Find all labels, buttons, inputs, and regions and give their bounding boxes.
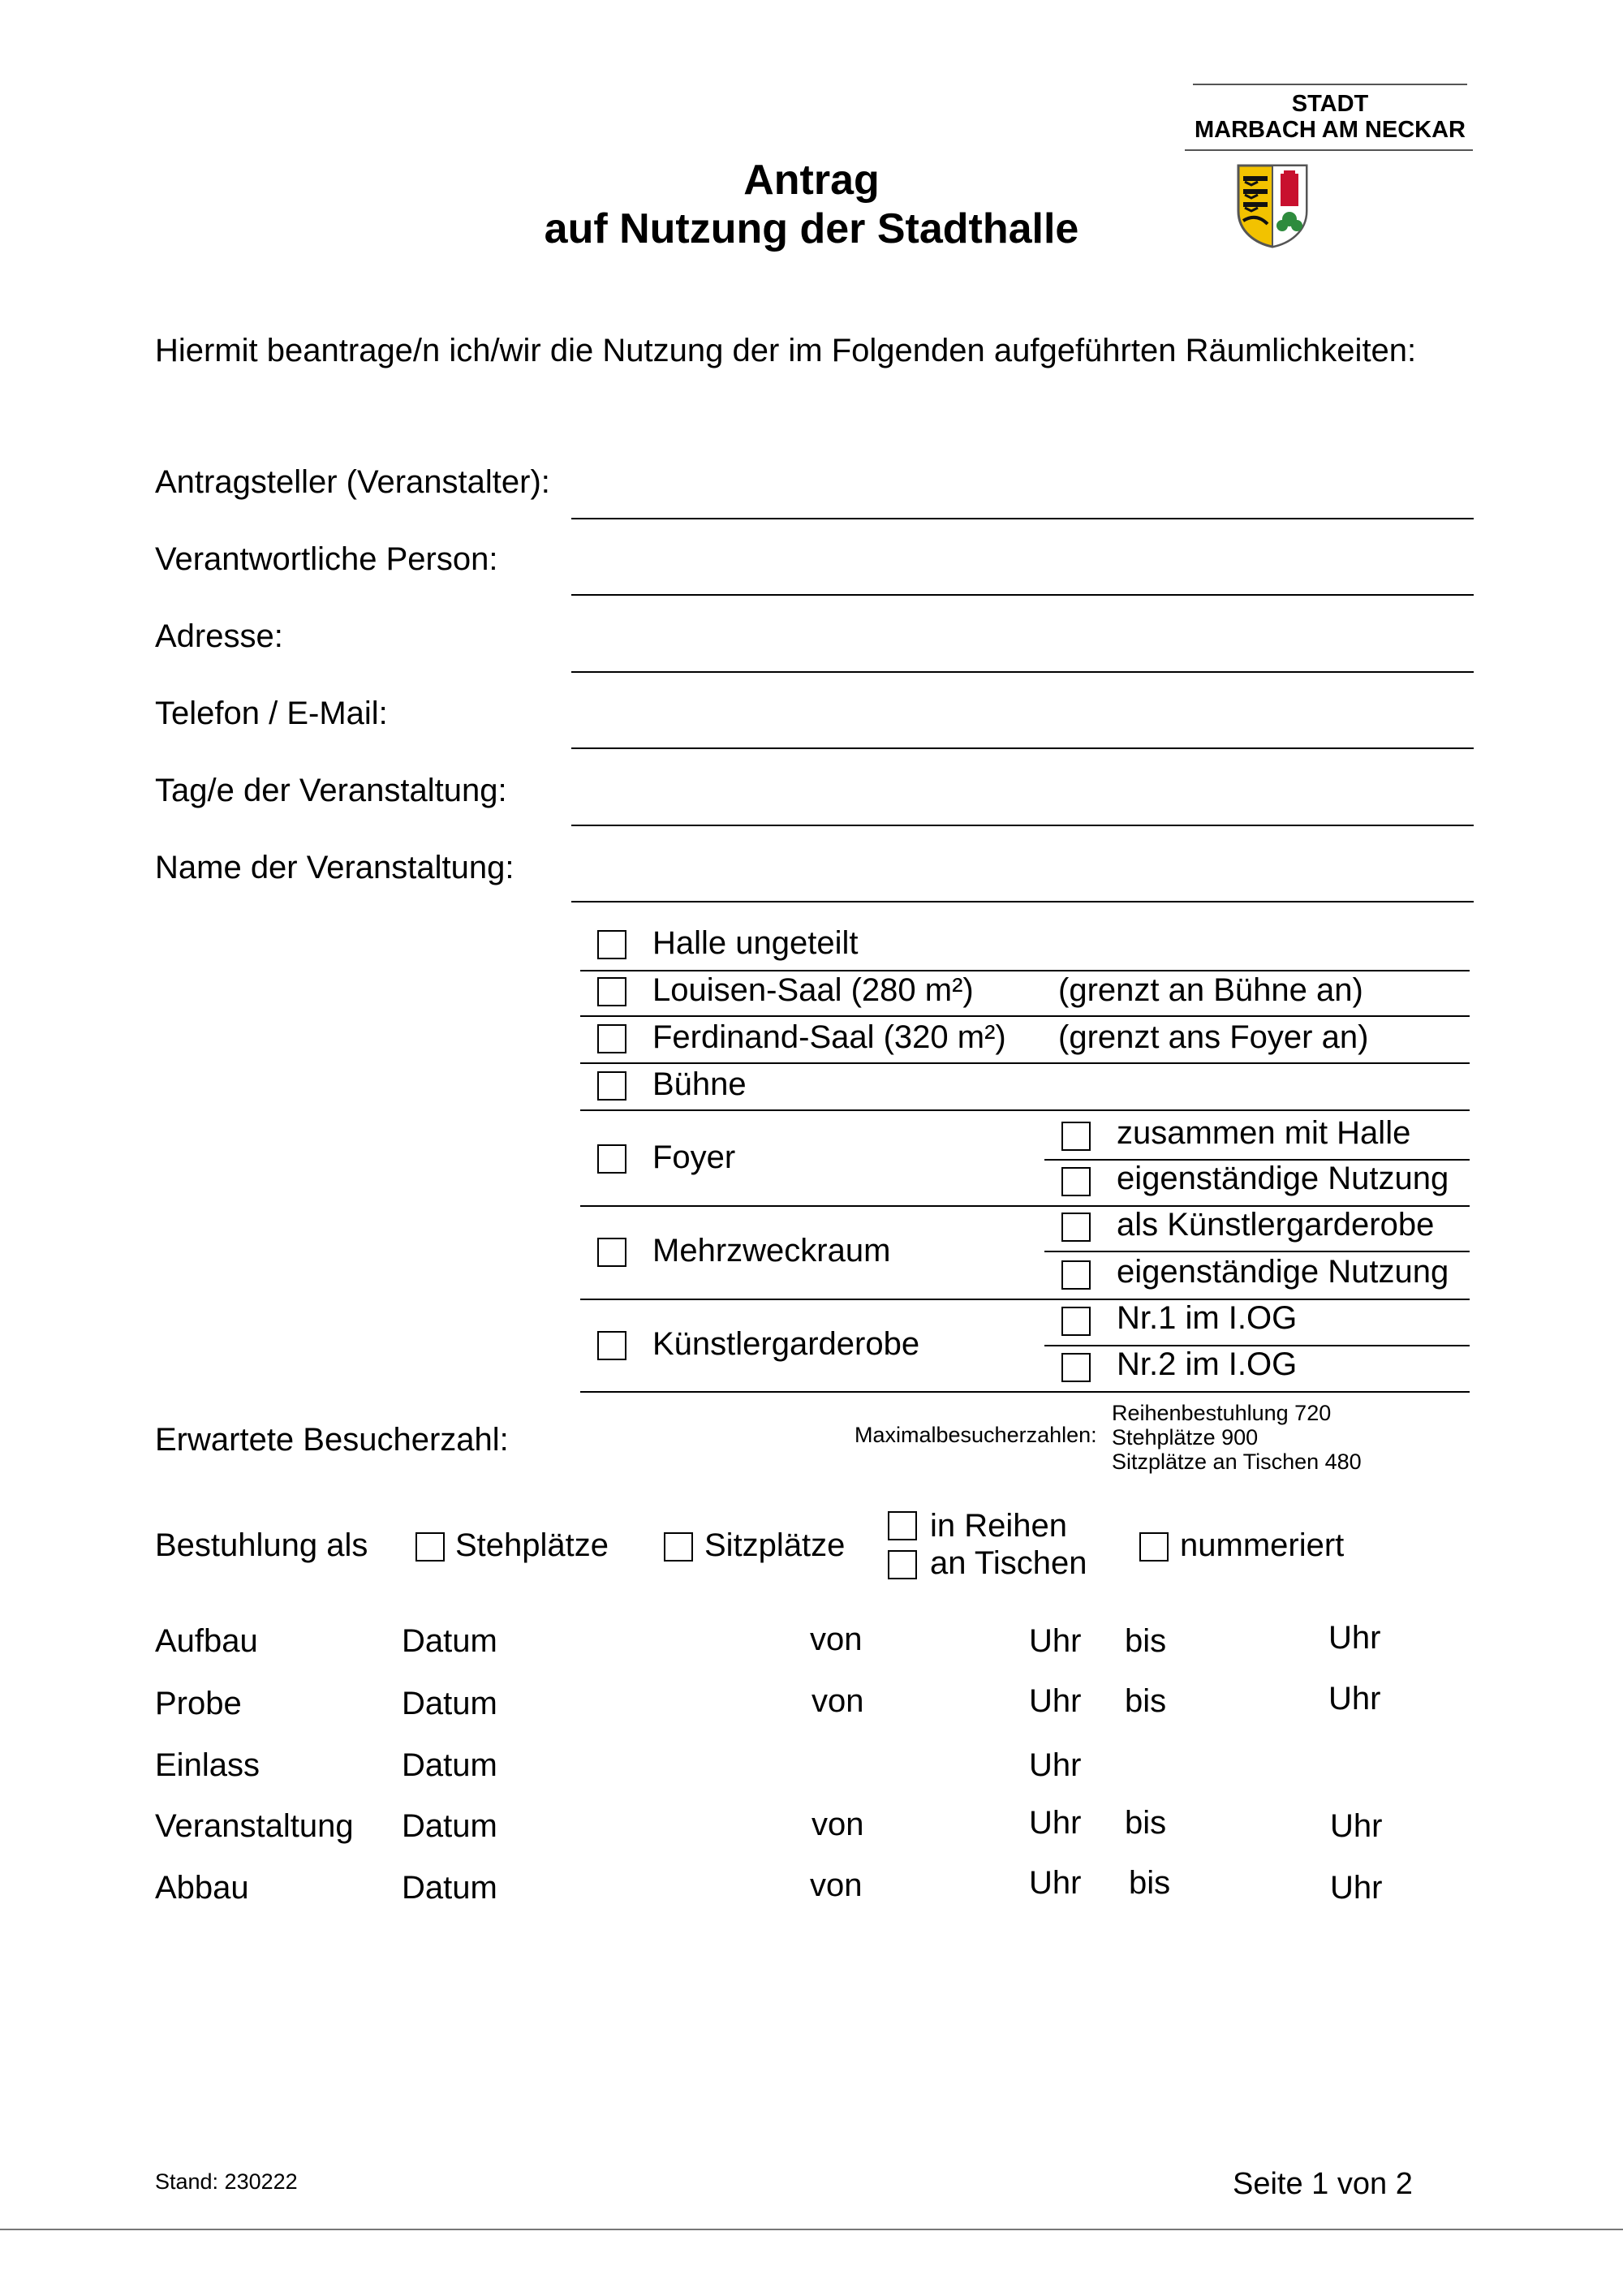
- logo-line-city: MARBACH AM NECKAR: [1194, 117, 1466, 143]
- schedule-bis-label: bis: [1125, 1683, 1167, 1719]
- field-line-tag[interactable]: [571, 825, 1474, 826]
- max-besucher-label: Maximalbesucherzahlen:: [855, 1423, 1097, 1447]
- schedule-datum-label: Datum: [402, 1686, 497, 1721]
- option-label-in-reihen: in Reihen: [930, 1508, 1068, 1544]
- bestuhlung-label: Bestuhlung als: [155, 1527, 368, 1563]
- field-line-adresse[interactable]: [571, 671, 1474, 673]
- room-label-halle: Halle ungeteilt: [652, 925, 859, 961]
- schedule-von-label: von: [810, 1622, 863, 1657]
- max-besucher-tische: Sitzplätze an Tischen 480: [1112, 1450, 1362, 1474]
- footer-stand: Stand: 230222: [155, 2169, 298, 2194]
- option-label-stehplaetze: Stehplätze: [455, 1527, 609, 1563]
- schedule-uhr-end-label: Uhr: [1328, 1681, 1381, 1717]
- field-line-name[interactable]: [571, 901, 1474, 902]
- schedule-uhr-end-label: Uhr: [1330, 1808, 1383, 1844]
- schedule-row-label: Aufbau: [155, 1623, 258, 1659]
- schedule-row-label: Abbau: [155, 1870, 249, 1906]
- option-label-sitzplaetze: Sitzplätze: [704, 1527, 846, 1563]
- field-line-verantwortlich[interactable]: [571, 594, 1474, 596]
- room-label-foyer: Foyer: [652, 1139, 736, 1175]
- schedule-row-label: Probe: [155, 1686, 242, 1721]
- checkbox-foyer[interactable]: [597, 1144, 626, 1174]
- room-label-mehrzweck: Mehrzweckraum: [652, 1233, 891, 1269]
- room-divider: [580, 1391, 1470, 1393]
- schedule-row-label: Veranstaltung: [155, 1808, 354, 1844]
- checkbox-kuenstler-nr1[interactable]: [1061, 1307, 1091, 1336]
- checkbox-mehrzweck-eigenstaendig[interactable]: [1061, 1260, 1091, 1290]
- field-label-name: Name der Veranstaltung:: [155, 850, 514, 885]
- field-label-telefon: Telefon / E-Mail:: [155, 696, 388, 731]
- room-divider: [580, 1015, 1470, 1017]
- checkbox-louisen-saal[interactable]: [597, 977, 626, 1006]
- checkbox-buehne[interactable]: [597, 1071, 626, 1101]
- schedule-uhr-label: Uhr: [1029, 1805, 1082, 1841]
- checkbox-foyer-zusammen[interactable]: [1061, 1122, 1091, 1151]
- title-line-1: Antrag: [743, 157, 880, 204]
- option-label-foyer-zusammen: zusammen mit Halle: [1117, 1115, 1411, 1151]
- intro-text: Hiermit beantrage/n ich/wir die Nutzung der im Folgenden aufgeführten Räumlichkeiten:: [155, 333, 1417, 368]
- max-besucher-reihen: Reihenbestuhlung 720: [1112, 1401, 1332, 1425]
- schedule-von-label: von: [812, 1807, 864, 1842]
- schedule-uhr-label: Uhr: [1029, 1747, 1082, 1783]
- checkbox-in-reihen[interactable]: [888, 1511, 917, 1540]
- checkbox-nummeriert[interactable]: [1139, 1532, 1169, 1562]
- schedule-uhr-end-label: Uhr: [1328, 1620, 1381, 1656]
- field-line-telefon[interactable]: [571, 747, 1474, 749]
- checkbox-halle-ungeteilt[interactable]: [597, 930, 626, 959]
- schedule-bis-label: bis: [1125, 1805, 1167, 1841]
- schedule-von-label: von: [812, 1683, 864, 1719]
- schedule-datum-label: Datum: [402, 1808, 497, 1844]
- checkbox-foyer-eigenstaendig[interactable]: [1061, 1167, 1091, 1196]
- max-besucher-steh: Stehplätze 900: [1112, 1425, 1259, 1450]
- title-line-2: auf Nutzung der Stadthalle: [544, 205, 1079, 252]
- option-label-mehrzweck-kuenstler: als Künstlergarderobe: [1117, 1207, 1435, 1243]
- coat-of-arms-icon: [1235, 162, 1310, 248]
- checkbox-mehrzweckraum[interactable]: [597, 1238, 626, 1267]
- checkbox-kuenstler-nr2[interactable]: [1061, 1353, 1091, 1382]
- field-label-adresse: Adresse:: [155, 618, 283, 654]
- schedule-uhr-label: Uhr: [1029, 1623, 1082, 1659]
- checkbox-mehrzweck-kuenstlergarderobe[interactable]: [1061, 1213, 1091, 1242]
- option-label-kuenstler-nr2: Nr.2 im I.OG: [1117, 1346, 1298, 1382]
- schedule-uhr-end-label: Uhr: [1330, 1870, 1383, 1906]
- room-label-kuenstler: Künstlergarderobe: [652, 1326, 920, 1362]
- logo-top-rule: [1193, 84, 1467, 85]
- footer-rule: [0, 2229, 1623, 2230]
- footer-page-number: Seite 1 von 2: [1233, 2167, 1413, 2201]
- option-label-foyer-eigenstaendig: eigenständige Nutzung: [1117, 1161, 1449, 1196]
- checkbox-stehplaetze[interactable]: [415, 1532, 445, 1562]
- field-label-antragsteller: Antragsteller (Veranstalter):: [155, 464, 550, 500]
- option-label-mehrzweck-eigenstaendig: eigenständige Nutzung: [1117, 1254, 1449, 1290]
- room-note-ferdinand: (grenzt ans Foyer an): [1058, 1019, 1369, 1055]
- option-label-nummeriert: nummeriert: [1180, 1527, 1345, 1563]
- schedule-row-label: Einlass: [155, 1747, 260, 1783]
- schedule-bis-label: bis: [1125, 1623, 1167, 1659]
- room-divider: [580, 970, 1470, 971]
- besucher-label: Erwartete Besucherzahl:: [155, 1422, 509, 1458]
- logo-line-stadt: STADT: [1291, 91, 1369, 117]
- room-divider: [580, 1062, 1470, 1064]
- field-line-antragsteller[interactable]: [571, 518, 1474, 519]
- checkbox-sitzplaetze[interactable]: [664, 1532, 693, 1562]
- checkbox-an-tischen[interactable]: [888, 1550, 917, 1579]
- option-divider: [1044, 1251, 1470, 1252]
- schedule-uhr-label: Uhr: [1029, 1683, 1082, 1719]
- room-label-ferdinand: Ferdinand-Saal (320 m²): [652, 1019, 1006, 1055]
- field-label-verantwortlich: Verantwortliche Person:: [155, 541, 498, 577]
- schedule-von-label: von: [810, 1867, 863, 1903]
- room-divider: [580, 1109, 1470, 1111]
- logo-bottom-rule: [1185, 149, 1473, 151]
- schedule-datum-label: Datum: [402, 1870, 497, 1906]
- option-label-kuenstler-nr1: Nr.1 im I.OG: [1117, 1300, 1298, 1336]
- field-label-tag: Tag/e der Veranstaltung:: [155, 773, 507, 808]
- schedule-datum-label: Datum: [402, 1623, 497, 1659]
- schedule-datum-label: Datum: [402, 1747, 497, 1783]
- schedule-uhr-label: Uhr: [1029, 1865, 1082, 1901]
- checkbox-ferdinand-saal[interactable]: [597, 1024, 626, 1053]
- checkbox-kuenstlergarderobe[interactable]: [597, 1331, 626, 1360]
- room-label-louisen: Louisen-Saal (280 m²): [652, 972, 974, 1008]
- schedule-bis-label: bis: [1129, 1865, 1171, 1901]
- room-label-buehne: Bühne: [652, 1066, 747, 1102]
- option-label-an-tischen: an Tischen: [930, 1545, 1087, 1581]
- room-note-louisen: (grenzt an Bühne an): [1058, 972, 1363, 1008]
- room-divider: [580, 1299, 1470, 1300]
